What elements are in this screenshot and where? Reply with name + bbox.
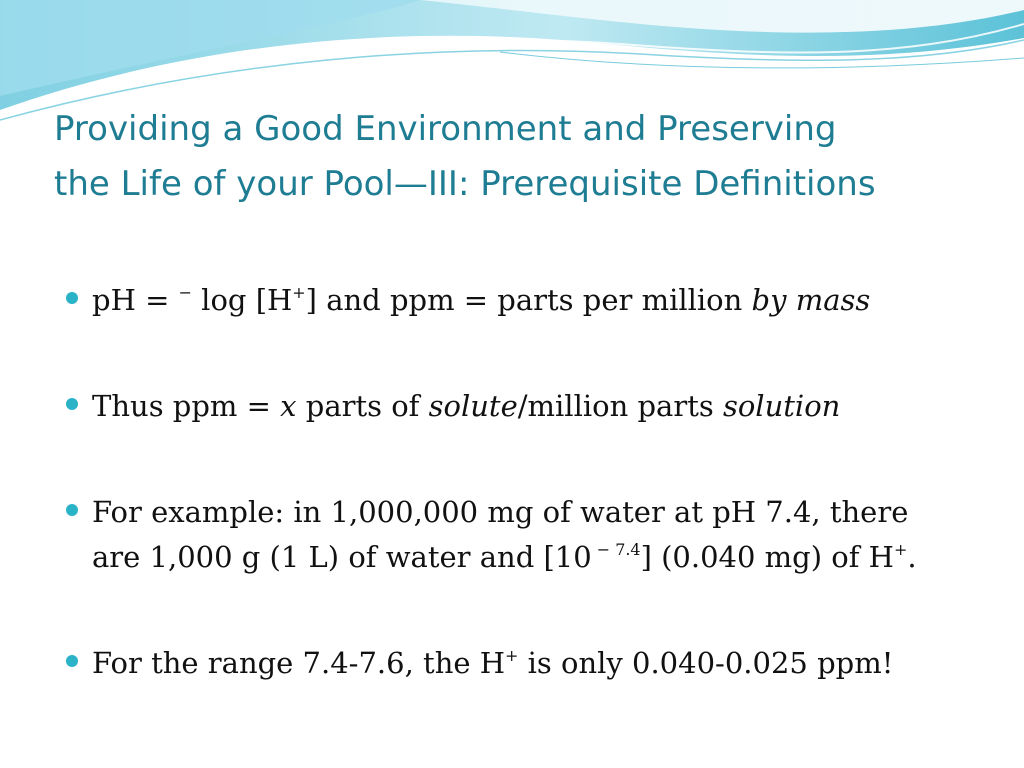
bullet-dot-icon bbox=[66, 504, 78, 516]
bullet-dot-icon bbox=[66, 655, 78, 667]
slide-title bbox=[54, 102, 994, 212]
bullet-text-line-2: are 1,000 g (1 L) of water and [10 $^{- 7.4}$] (0.040 mg) of H+. bbox=[92, 540, 917, 574]
bullet-text: pH = − log [H+] and ppm = parts per million by mass bbox=[92, 283, 871, 317]
bullet-text: Thus ppm = x parts of solute/million parts solution bbox=[92, 389, 841, 423]
title-line-2: the Life of your Pool—III: Prerequisite Definitions bbox=[54, 164, 876, 204]
title-line-1: Providing a Good Environment and Preserving bbox=[54, 109, 837, 149]
wave-band-front bbox=[0, 0, 420, 96]
bullet-list bbox=[62, 278, 992, 686]
bullet-dot-icon bbox=[66, 398, 78, 410]
bullet-item-example bbox=[62, 490, 992, 580]
bullet-text-line-1: For example: in 1,000,000 mg of water at pH 7.4, there bbox=[92, 495, 909, 529]
bullet-item-ppm-definition bbox=[62, 384, 992, 429]
bullet-item-ph-definition bbox=[62, 278, 992, 323]
bullet-item-range bbox=[62, 641, 992, 686]
bullet-dot-icon bbox=[66, 292, 78, 304]
bullet-text: For the range 7.4-7.6, the H+ is only 0.040-0.025 ppm! bbox=[92, 646, 894, 680]
